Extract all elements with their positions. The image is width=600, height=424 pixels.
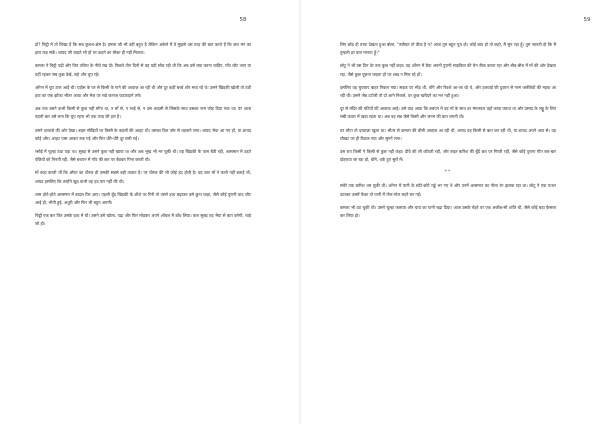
paragraph: चिट्ठी एक बार फिर उसके हाथ में थी। उसने उसे खोला, पढ़ा और फिर मोड़कर अपने आँचल में बाँध लिया। कल सुबह वह भैया से बात करेगी, चाहे जो हो। [35,213,251,227]
paragraph: इसलिए वह चुपचाप बाहर निकल गया। सड़क पर भीड़ थी, ताँगे और रिक्शे आ-जा रहे थे, और हलवाई की दुकान से गरम जलेबियों की महक आ रही थी। उसने जेब टटोली तो दो आने निकले, पर कुछ खरीदने का मन नहीं हुआ। [340,84,556,99]
paragraph: आँगन में धूप उतर आई थी। पड़ोस के घर से किसी के गाने की आवाज़ आ रही थी और दूर कहीं बच्चे शोर मचा रहे थे। उसने खिड़की खोली तो ठंडी हवा का एक झोंका भीतर आया और मेज़ पर रखे कागज़ फड़फड़ाने लगे। [35,84,251,99]
paragraph: अब तक उसने कभी किसी से कुछ नहीं माँगा था, न माँ से, न भाई से, न उस आदमी से जिसके साथ उसका नाम जोड़ दिया गया था। पर आज पहली बार उसे लगा कि चुप रहना भी एक तरह की हार है। [35,106,251,120]
page-text [340,41,556,225]
paragraph: रसोई में चूल्हा ठंडा पड़ा था। सुबह से उसने कुछ नहीं खाया था और अब भूख भी मर चुकी थी। वह खिड़की के पास बैठी रही, आसमान में उड़ते पंछियों को गिनती रही, जैसे बचपन में गाँव की छत पर बैठकर गिना करती थी। [35,149,251,163]
page-text [35,41,251,234]
paragraph: कमला भी उठ चुकी थी। उसने चूल्हा जलाया और चाय का पानी चढ़ा दिया। आज उसके चेहरे पर एक अजीब-सी शांति थी, जैसे कोई बड़ा फ़ैसला कर लिया हो। [340,204,556,219]
paragraph: घर लौटा तो दरवाज़ा खुला था। भीतर से कमला की धीमी आवाज़ आ रही थी, शायद वह किसी से बात कर रही थी, या शायद अपने आप से। वह चौखट पर ही ठिठक गया और सुनने लगा। [340,127,556,141]
paragraph: शाम होते-होते आसमान में बादल घिर आए। पहली बूँद खिड़की के शीशे पर गिरी तो उसने हाथ बढ़ाकर उसे छूना चाहा, जैसे कोई पुरानी याद लौट आई हो, भीगी हुई, अधूरी और फिर भी बहुत अपनी। [35,191,251,206]
paragraph: माँ कहा करती थीं कि औरत का धीरज ही उसकी सबसे बड़ी ताकत है। पर धीरज की भी कोई हद होती है। यह बात माँ ने कभी नहीं बताई थी, शायद इसलिए कि उन्होंने खुद कभी वह हद पार नहीं की थी। [35,170,251,184]
page-number: 58 [239,17,247,23]
paragraph: छोटू ने भी उस दिन देर तक कुछ नहीं कहा। वह आँगन में बैठा अपनी पुरानी साइकिल की चेन ठीक करता रहा और बीच-बीच में माँ की ओर देखता रहा, जैसे कुछ पूछना चाहता हो पर शब्द न मिल रहे हों। [340,63,556,77]
section-break: ** [444,170,452,176]
paragraph: उसने दरवाज़े की ओर देखा। बाहर सीढ़ियों पर किसी के कदमों की आहट थी। उसका दिल ज़ोर से धड़कने लगा। शायद भैया आ गए हों, या शायद कोई और। आहट पास आकर रुक गई और फिर धीरे-धीरे दूर चली गई। [35,127,251,141]
paragraph: उस रात किसी ने किसी से कुछ नहीं कहा। दीये की लौ काँपती रही, और बाहर बारिश की बूँदें छत पर गिरती रहीं, जैसे कोई पुराना गीत बार-बार दोहराया जा रहा हो, धीमे, थके हुए सुरों में। [340,149,556,163]
paragraph: हो? चिट्ठी में तो लिखा है कि सब कुशल-क्षेम है। हमारा जी भी वहीं बहुत है लेकिन अकेले में वे मुझसे उस तरह की बात करते हैं कि ज़रा मन का हाल कह सकें। शायद जी चाहते भी हों पर कहने का मौका ही नहीं मिलता। [35,42,251,56]
right-page [300,0,600,424]
paragraph: लिए छोड़ दी तरफ़ देखता हुआ बोला, "तबीयत तो ठीक है न? आज तुम बहुत चुप हो। कोई बात हो तो कहो, मैं सुन रहा हूँ। तुम जानती हो कि मैं तुम्हारी हर बात मानता हूँ।" [340,42,556,56]
page-number: 59 [583,17,591,23]
paragraph: दूर से मंदिर की घंटियों की आवाज़ आई। उसे याद आया कि बचपन में वह माँ के साथ हर मंगलवार वहाँ जाया करता था और प्रसाद के लड्डू के लिए लंबी कतार में खड़ा रहता था। अब वह सब जैसे किसी और जनम की बात लगती थी। [340,106,556,120]
paragraph: कमला ने चिट्ठी पढ़ी और फिर तकिए के नीचे रख दी। पिछले तीन दिनों से वह यही सोच रही थी कि अब उसे क्या करना चाहिए, गाँव लौट जाए या यहीं रहकर सब कुछ देखे, सहे और चुप रहे। [35,63,251,77]
paragraph: सवेरे तक बारिश थम चुकी थी। आँगन में पानी के छोटे-छोटे गड्ढे भर गए थे और उनमें आसमान का नीला रंग झलक रहा था। छोटू ने एक पत्थर उठाकर उसमें फेंका तो पानी में गोल-गोल लहरें बन गईं। [340,183,556,197]
